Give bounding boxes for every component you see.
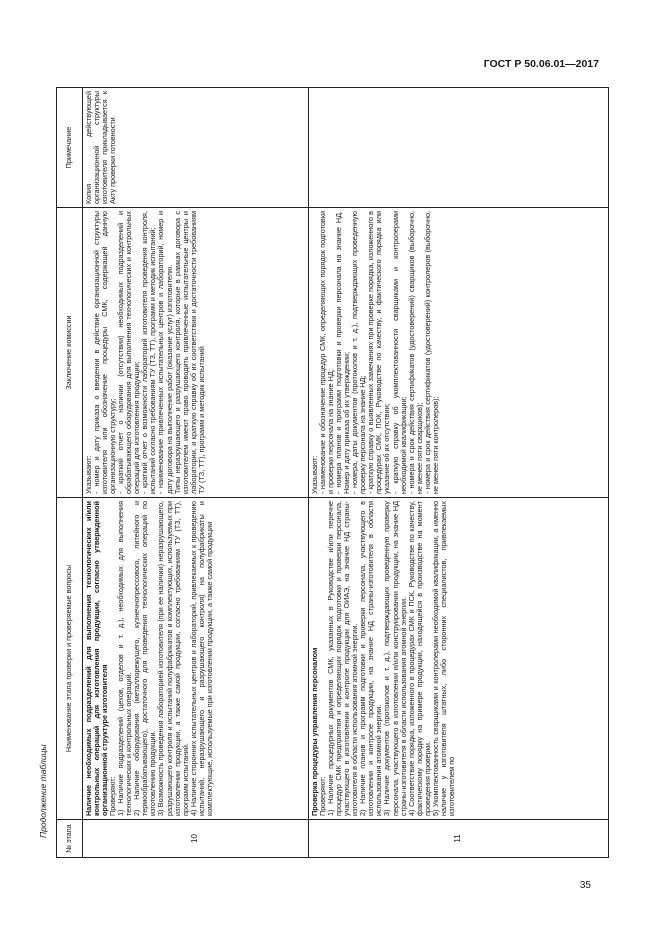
stage-line: 1) Наличие процедурных документов СМК, указанных в Руководстве и/или перечне процедур СМК предприятия и определяющих порядок подготовки и проверки персонала, участвующего в изготовлении и контроле продукции для ОИАЭ, на знание НД страны-изготовителя в области использования атомной энергии. — [325, 501, 360, 816]
rotated-table-container — [56, 88, 606, 858]
table-row — [309, 88, 609, 858]
stage-line: 4) Наличие сторонних испытательных центров и лабораторий, привлекаемых к проведению испытаний, неразрушающего и разрушающего контроля) на полуфабрикаты и комплектующие, используемые при изготовлении продукции, а также самой продукции — [188, 501, 215, 816]
conclusion-line: - краткую справку о выявленных замечаниях при проверке порядка, изложенного в процедурах СМК, ПОК, Руководстве по качеству, и фактического порядка или указание об их отсутствии; — [366, 211, 392, 494]
document-header: ГОСТ Р 50.06.01—2017 — [483, 58, 599, 70]
continuation-label: Продолжение таблицы — [38, 744, 48, 838]
table-header-row — [57, 88, 83, 858]
conclusion-line: Указывают: — [309, 455, 319, 494]
stage-line: 2) Наличие оборудования (металлорежущего, кузнечнопрессового, литейного и термообрабатывающего), достаточного для проведения технологических операций по изготовлению продукции. — [132, 501, 158, 816]
stage-line: 3) Возможность проведения лабораторией изготовителя (при ее наличии) неразрушающего, разрушающего контроля и испытаний полуфабрикатов и комплектующих, используемых при изготовлении продукции, а также самой продукции, согласно требованиям ТУ (ТЗ, ТТ), программ испытаний. — [156, 501, 190, 816]
stage-title: Проверка процедуры управления персоналом — [309, 647, 319, 816]
commission-conclusion — [83, 208, 309, 498]
conclusion-line: Типы неразрушающего и разрушающего контроля, которые в рамках договора с изготовителем имеют право проводить привлеченные испытательные центры и лаборатории, и краткую справку об их соответствии и достаточности требованиям ТУ (ТЗ, ТТ), программ и методик испытаний — [172, 211, 207, 494]
conclusion-line: - номера и срок действия сертификатов (удостоверений) контролеров (выборочно, не менее пяти контролеров); — [423, 211, 441, 494]
conclusion-line: - номера и срок действия сертификатов (удостоверений) сварщиков (выборочно, не менее пяти сварщиков); — [406, 211, 424, 494]
header-stage-number: № этапа — [57, 820, 83, 858]
conclusion-line: - наименование и обозначение процедур СМК, определяющих порядок подготовки и проверки персонала на знание НД; — [317, 211, 335, 494]
page-number: 35 — [579, 880, 591, 891]
stage-title: Наличие необходимых подразделений для выполнения технологических и/или контрольных операций для изготовления продукции, согласно утвержденной организационной структуре изготовителя — [83, 501, 109, 816]
inspection-table — [56, 87, 609, 858]
header-conclusion: Заключение комиссии — [57, 208, 83, 498]
commission-conclusion — [309, 208, 609, 498]
stage-number: 11 — [309, 820, 609, 858]
conclusion-line: - номера, даты документов (протоколов и т. д.), подтверждающих проведенную проверку персонала на знание НД; — [350, 211, 368, 494]
conclusion-line: - краткий отчет о наличии (отсутствии) необходимых подразделений и обрабатывающего оборудования для выполнения технологических и контрольных операций для изготовления продукции; — [115, 211, 142, 494]
header-stage-name: Наименование этапа проверки и проверяемые вопросы — [57, 498, 83, 820]
stage-line: 3) Наличие документов (протоколов и т. д.), подтверждающих проведенную проверку персонала, участвующего в изготовлении и/или конструировании продукции, на знание НД страны-изготовителя в области использования атомной энергии. — [382, 501, 408, 816]
stage-line: 4) Соответствие порядка, изложенного в процедурах СМК и ПСК, Руководстве по качеству, фактическому порядку на примере продукции, находящейся в производстве на момент проведения проверки. — [406, 501, 433, 816]
conclusion-line: - краткую справку об укомплектованности сварщиками и контролерами необходимой квалификации; — [390, 211, 408, 494]
stage-number: 10 — [83, 820, 309, 858]
conclusion-line: Указывают: — [83, 455, 93, 494]
conclusion-line: - краткий отчет о возможности лабораторий изготовителя проведения контроля, испытаний согласно требованиям ТУ (ТЗ, ТТ), программ и методик испытаний; — [140, 211, 158, 494]
conclusion-line: - номера планов и программ подготовки и проверки персонала на знание НД. Номер и дату приказа об их утверждении; — [333, 211, 351, 494]
note-cell — [309, 88, 609, 208]
conclusion-line: - номер и дату приказа о введении в действие организационной структуры изготовителя или обозначение процедуры СМК, содержащей данную организационную структуру; — [91, 211, 117, 494]
stage-line: Проверяют: — [317, 776, 327, 816]
stage-description — [309, 498, 609, 820]
header-note: Примечание — [57, 88, 83, 208]
stage-line: 2) Наличие планов и программ подготовки и проверки персонала, участвующего в изготовлении и контроле продукции, на знание НД страны-изготовителя в области использования атомной энергии. — [358, 501, 384, 816]
stage-description — [83, 498, 309, 820]
note-cell — [83, 88, 309, 208]
stage-line: Проверяют: — [107, 776, 117, 816]
stage-line: 1) Наличие подразделений (цехов, отделов и т. д.), необходимых для выполнения технологических и контрольных операций. — [115, 501, 134, 816]
stage-line: 5) Укомплектованность сварщиками и контролерами необходимой квалификации, а именно наличие у изготовителя штатных, либо сторонних специалистов, привлекаемых изготовителем по — [431, 501, 457, 816]
table-row — [83, 88, 309, 858]
conclusion-line: - наименование привлеченных испытательных центров и лабораторий, номер и дату договора на выполнение работ (оказание услуг) изготовителю. — [156, 211, 174, 494]
note-line: Копия действующей организационной структуры изготовителя прикладывается к Акту проверки готовности — [83, 91, 117, 204]
